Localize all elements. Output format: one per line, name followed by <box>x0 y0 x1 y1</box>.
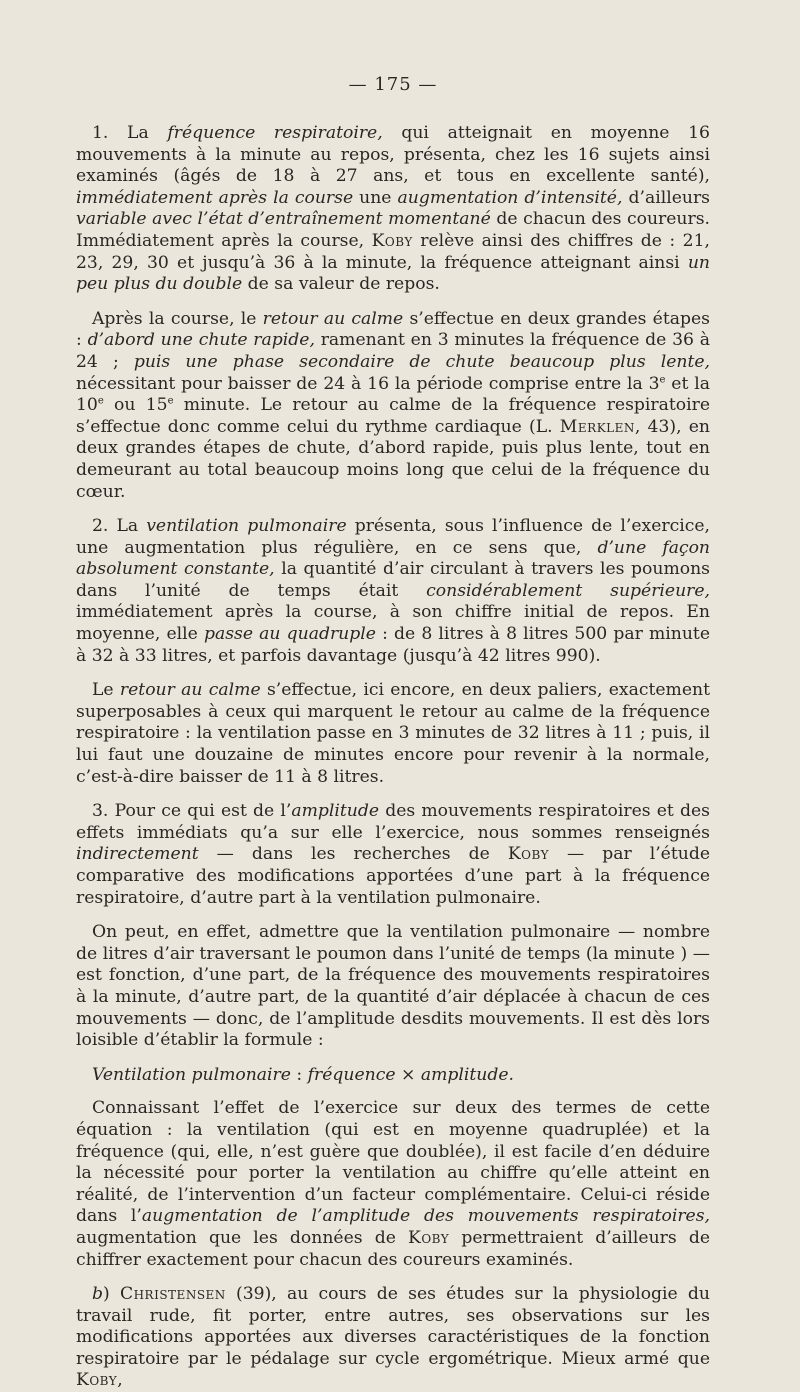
italic-text: puis une phase secondaire de chute beaucoup plus lente, <box>133 351 711 372</box>
italic-text: augmentation d’intensité, <box>397 187 623 208</box>
italic-text: un peu plus du double <box>76 252 710 295</box>
text-run: s’effectue en deux grandes étapes : <box>76 308 710 351</box>
paragraph <box>76 680 710 788</box>
author-name: Koby <box>371 230 413 251</box>
formula-line <box>76 1065 710 1087</box>
author-name: Koby <box>507 844 550 865</box>
author-name: Christensen <box>119 1284 226 1305</box>
text-run: 1. La <box>92 123 168 143</box>
text-run: de chacun des coureurs. Immédiatement après la course, <box>76 209 710 251</box>
body-text <box>76 123 710 1392</box>
text-run: ou 15 <box>103 395 168 416</box>
paragraph <box>76 123 710 296</box>
paragraph <box>76 801 710 909</box>
paragraph <box>76 309 710 503</box>
text-run: , <box>117 1370 123 1391</box>
text-run: de sa valeur de repos. <box>242 274 440 295</box>
italic-text: variable avec l’état d’entraînement momentané <box>76 209 491 230</box>
paragraph <box>76 922 710 1052</box>
superscript: e <box>167 395 174 407</box>
italic-text: fréquence <box>307 1064 396 1085</box>
italic-text: passe au quadruple <box>203 624 376 645</box>
text-run: permettraient d’ailleurs de chiffrer exactement pour chacun des coureurs examinés. <box>76 1227 710 1270</box>
italic-text: fréquence respiratoire, <box>167 123 383 143</box>
text-run: , 43), en deux grandes étapes de chute, d’abord rapide, puis plus lente, tout en demeurant au total beaucoup moins long que celui de la fréquence du cœur. <box>76 416 710 502</box>
italic-text: immédiatement après la course <box>76 187 354 208</box>
italic-text: ventilation pulmonaire <box>146 516 347 537</box>
page-number: — 175 — <box>348 74 438 95</box>
text-run: d’ailleurs <box>622 187 710 208</box>
superscript: e <box>97 395 104 407</box>
text-run: augmentation que les données de <box>76 1227 408 1248</box>
paragraph <box>76 1098 710 1271</box>
text-run: qui atteignait en moyenne 16 mouvements à la minute au repos, présenta, chez les 16 sujets ainsi examinés (âgés de 18 à 27 ans, et tous en excellente santé), <box>76 123 710 187</box>
superscript: e <box>659 373 666 385</box>
italic-text: considérablement supérieure, <box>426 580 711 601</box>
text-run: 2. La <box>92 516 147 537</box>
italic-text: indirectement <box>76 844 199 865</box>
italic-text: Ventilation pulmonaire <box>92 1064 291 1085</box>
text-run: 3. Pour ce qui est de l’ <box>92 801 292 822</box>
italic-text: retour au calme <box>262 308 404 329</box>
italic-text: amplitude. <box>420 1064 514 1085</box>
italic-text: augmentation de l’amplitude des mouvements respiratoires, <box>141 1206 710 1227</box>
text-run: et la 10 <box>76 373 710 416</box>
text-run: : de 8 litres à 8 litres 500 par minute à 32 à 33 litres, et parfois davantage (jusqu’à 42 litres 990). <box>76 624 711 666</box>
text-run: immédiatement après la course, à son chiffre initial de repos. En moyenne, elle <box>76 602 710 645</box>
text-run: Le <box>92 680 120 701</box>
text-run: × <box>395 1064 421 1085</box>
text-run: — par l’étude comparative des modifications apportées d’une part à la fréquence respiratoire, d’autre part à la ventilation pulmonaire. <box>76 844 710 908</box>
text-run: Connaissant l’effet de l’exercice sur deux des termes de cette équation : la ventilation (qui est en moyenne quadruplée) et la fréquence (qui, elle, n’est guère que doublée), il est facile d’en déduire la nécessité pour porter la ventilation au chiffre qu’elle atteint en réalité, de l’intervention d’un facteur complémentaire. Celui-ci réside dans l’ <box>76 1098 710 1227</box>
author-name: Koby <box>76 1370 118 1391</box>
italic-text: d’abord une chute rapide, <box>87 330 315 351</box>
author-name: Koby <box>407 1227 450 1248</box>
text-run: des mouvements respiratoires et des effets immédiats qu’a sur elle l’exercice, nous sommes renseignés <box>76 801 710 843</box>
text-run: Après la course, le <box>92 308 263 329</box>
text-run: présenta, sous l’influence de l’exercice, une augmentation plus régulière, en ce sens que, <box>76 516 710 558</box>
text-run: nécessitant pour baisser de 24 à 16 la période comprise entre la 3 <box>76 373 660 394</box>
text-run: minute. Le retour au calme de la fréquence respiratoire s’effectue donc comme celui du rythme cardiaque (L. <box>76 395 711 437</box>
text-run: ramenant en 3 minutes la fréquence de 36 à 24 ; <box>76 330 710 372</box>
text-run: s’effectue, ici encore, en deux paliers, exactement superposables à ceux qui marquent le retour au calme de la fréquence respiratoire : la ventilation passe en 3 minutes de 32 litres à 11 ; puis, il lui faut une douzaine de minutes encore pour revenir à la normale, c’est-à-dire baisser de 11 à 8 litres. <box>76 680 710 787</box>
text-run: la quantité d’air circulant à travers les poumons dans l’unité de temps était <box>76 559 710 601</box>
paragraph <box>76 516 710 667</box>
italic-text: b <box>92 1284 104 1305</box>
text-run: relève ainsi des chiffres de : 21, 23, 29, 30 et jusqu’à 36 à la minute, la fréquence atteignant ainsi <box>76 230 710 273</box>
paragraph <box>76 1284 710 1392</box>
text-run: ) <box>103 1284 120 1305</box>
italic-text: retour au calme <box>119 680 261 701</box>
text-run: (39), au cours de ses études sur la physiologie du travail rude, fit porter, entre autres, ses observations sur les modifications apportées aux diverses caractéristiques de la fonction respiratoire par le pédalage sur cycle ergométrique. Mieux armé que <box>76 1284 710 1369</box>
text-run: — dans les recherches de <box>198 844 508 865</box>
italic-text: d’une façon absolument constante, <box>76 537 710 580</box>
text-run: : <box>290 1064 308 1085</box>
author-name: Merklen <box>559 416 635 437</box>
text-run: On peut, en effet, admettre que la ventilation pulmonaire — nombre de litres d’air traversant le poumon dans l’unité de temps (la minute ) — est fonction, d’une part, de la fréquence des mouvements respiratoires à la minute, d’autre part, de la quantité d’air déplacée à chacun de ces mouvements — donc, de l’amplitude desdits mouvements. Il est dès lors loisible d’établir la formule : <box>76 922 710 1051</box>
italic-text: amplitude <box>291 801 380 822</box>
text-run: une <box>353 187 398 208</box>
